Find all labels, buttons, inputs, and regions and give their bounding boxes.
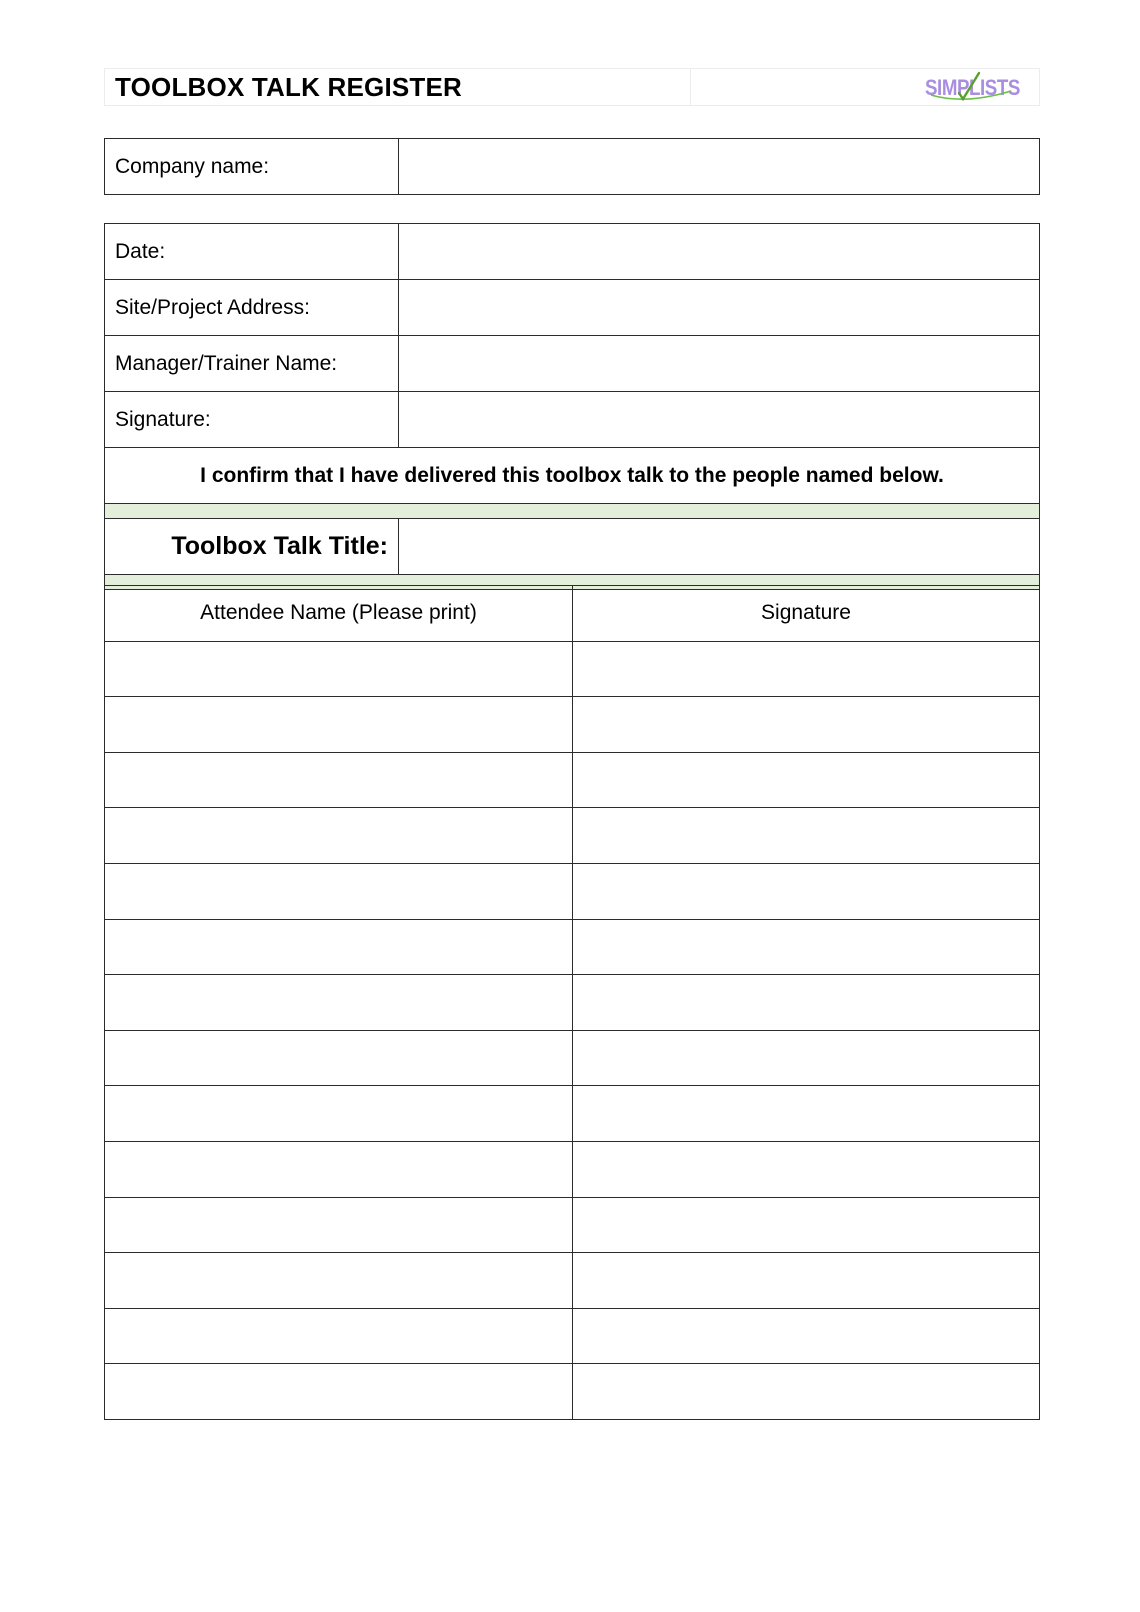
page-header bbox=[104, 68, 1040, 106]
site-address-label: Site/Project Address: bbox=[105, 280, 399, 336]
attendee-signature-cell[interactable] bbox=[573, 863, 1040, 919]
attendee-name-cell[interactable] bbox=[105, 1086, 573, 1142]
attendee-name-cell[interactable] bbox=[105, 808, 573, 864]
attendee-row bbox=[105, 1141, 1040, 1197]
date-row bbox=[105, 224, 1040, 280]
manager-name-row bbox=[105, 336, 1040, 392]
company-name-label: Company name: bbox=[105, 139, 399, 195]
attendee-row bbox=[105, 1308, 1040, 1364]
attendee-table bbox=[104, 585, 1040, 1420]
attendee-signature-cell[interactable] bbox=[573, 1253, 1040, 1309]
attendee-name-cell[interactable] bbox=[105, 641, 573, 697]
manager-signature-field[interactable] bbox=[399, 392, 1040, 448]
attendee-signature-cell[interactable] bbox=[573, 1308, 1040, 1364]
attendee-signature-cell[interactable] bbox=[573, 975, 1040, 1031]
site-address-row bbox=[105, 280, 1040, 336]
attendee-name-cell[interactable] bbox=[105, 1253, 573, 1309]
attendee-name-cell[interactable] bbox=[105, 1364, 573, 1420]
logo-wordmark: SIMPLISTS bbox=[925, 75, 1020, 100]
attendee-name-cell[interactable] bbox=[105, 752, 573, 808]
attendee-row bbox=[105, 697, 1040, 753]
attendee-row bbox=[105, 1086, 1040, 1142]
attendee-signature-cell[interactable] bbox=[573, 1141, 1040, 1197]
confirmation-statement: I confirm that I have delivered this toolbox talk to the people named below. bbox=[105, 448, 1040, 504]
attendee-signature-cell[interactable] bbox=[573, 1030, 1040, 1086]
attendee-row bbox=[105, 1197, 1040, 1253]
attendee-signature-cell[interactable] bbox=[573, 808, 1040, 864]
attendee-row bbox=[105, 641, 1040, 697]
manager-signature-label: Signature: bbox=[105, 392, 399, 448]
attendee-name-header: Attendee Name (Please print) bbox=[105, 586, 573, 642]
attendee-row bbox=[105, 975, 1040, 1031]
attendee-signature-cell[interactable] bbox=[573, 1197, 1040, 1253]
attendee-signature-cell[interactable] bbox=[573, 641, 1040, 697]
checkmark-swoosh-icon bbox=[925, 71, 1019, 105]
company-table bbox=[104, 138, 1040, 195]
logo-cell bbox=[691, 69, 1039, 105]
talk-title-label: Toolbox Talk Title: bbox=[105, 519, 399, 575]
attendee-name-cell[interactable] bbox=[105, 1197, 573, 1253]
attendee-row bbox=[105, 1030, 1040, 1086]
company-row bbox=[105, 139, 1040, 195]
attendee-signature-cell[interactable] bbox=[573, 1086, 1040, 1142]
manager-signature-row bbox=[105, 392, 1040, 448]
attendee-name-cell[interactable] bbox=[105, 975, 573, 1031]
company-name-field[interactable] bbox=[399, 139, 1040, 195]
site-address-field[interactable] bbox=[399, 280, 1040, 336]
simplists-logo bbox=[925, 71, 1019, 103]
attendee-row bbox=[105, 919, 1040, 975]
attendee-row bbox=[105, 1253, 1040, 1309]
date-field[interactable] bbox=[399, 224, 1040, 280]
attendee-signature-cell[interactable] bbox=[573, 1364, 1040, 1420]
attendee-row bbox=[105, 808, 1040, 864]
confirmation-row bbox=[105, 448, 1040, 504]
spacer-row bbox=[105, 504, 1040, 519]
attendee-header-row bbox=[105, 586, 1040, 642]
date-label: Date: bbox=[105, 224, 399, 280]
attendee-signature-header: Signature bbox=[573, 586, 1040, 642]
attendee-signature-cell[interactable] bbox=[573, 919, 1040, 975]
title-cell bbox=[105, 69, 691, 105]
attendee-name-cell[interactable] bbox=[105, 1141, 573, 1197]
attendee-row bbox=[105, 1364, 1040, 1420]
attendee-signature-cell[interactable] bbox=[573, 752, 1040, 808]
attendee-row bbox=[105, 863, 1040, 919]
attendee-name-cell[interactable] bbox=[105, 1308, 573, 1364]
manager-name-label: Manager/Trainer Name: bbox=[105, 336, 399, 392]
attendee-name-cell[interactable] bbox=[105, 697, 573, 753]
attendee-signature-cell[interactable] bbox=[573, 697, 1040, 753]
details-table bbox=[104, 223, 1040, 590]
attendee-row bbox=[105, 752, 1040, 808]
manager-name-field[interactable] bbox=[399, 336, 1040, 392]
spacer-band bbox=[105, 504, 1040, 519]
talk-title-field[interactable] bbox=[399, 519, 1040, 575]
talk-title-row bbox=[105, 519, 1040, 575]
page-title: TOOLBOX TALK REGISTER bbox=[115, 71, 463, 102]
attendee-name-cell[interactable] bbox=[105, 919, 573, 975]
attendee-name-cell[interactable] bbox=[105, 1030, 573, 1086]
attendee-name-cell[interactable] bbox=[105, 863, 573, 919]
